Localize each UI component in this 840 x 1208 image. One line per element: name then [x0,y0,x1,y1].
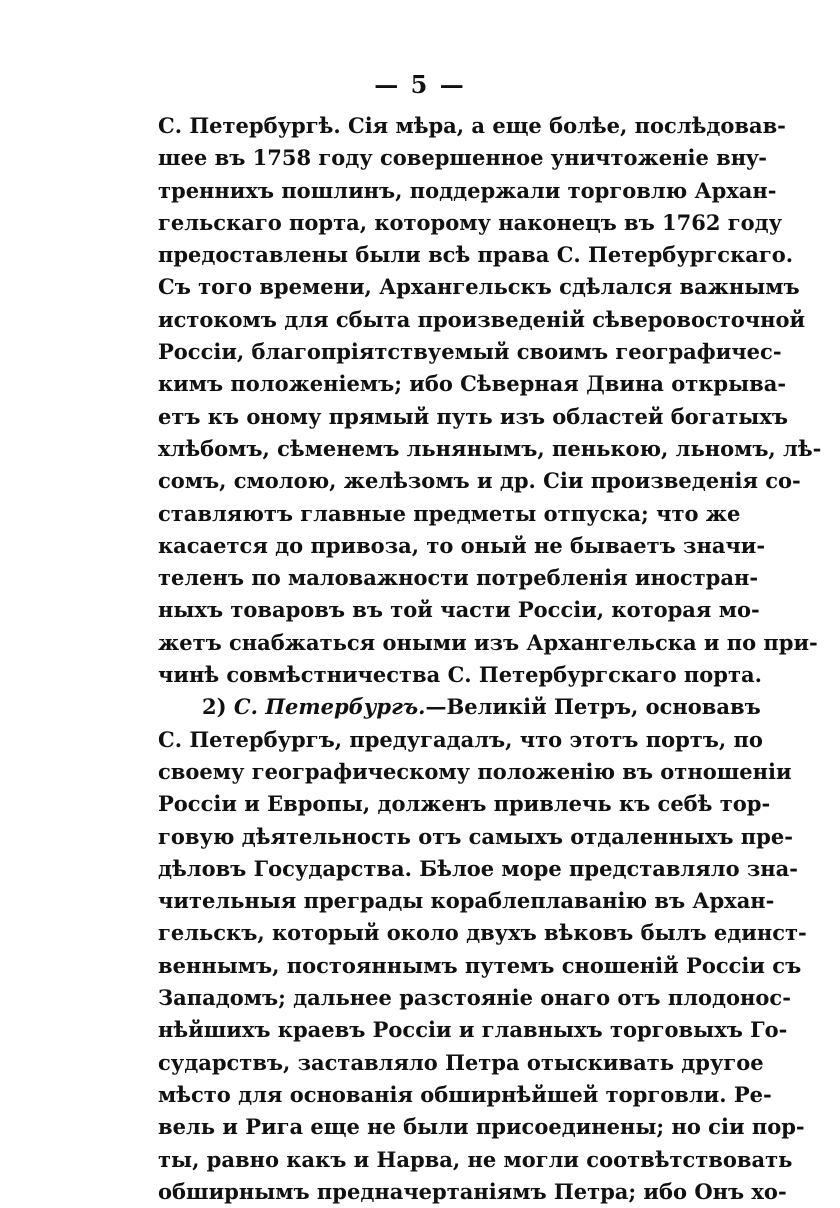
body-text [158,110,822,1208]
section-heading-italic: С. Петербургъ. [233,694,426,720]
text-line: веннымъ, постояннымъ путемъ сношеній Россіи съ [158,952,802,978]
text-line: чительныя преграды кораблеплаванію въ Архан- [158,888,775,914]
text-line: С. Петербургѣ. Сія мѣра, а еще болѣе, послѣдовав- [158,113,786,138]
text-line: дѣловъ Государства. Бѣлое море представляло зна- [158,855,798,881]
text-line: етъ къ оному прямый путь изъ областей богатыхъ [158,403,788,429]
text-line: своему географическому положенію въ отношеніи [158,758,792,784]
text-line: Западомъ; дальнее разстояніе онаго отъ плодонос- [158,985,791,1011]
text-line: теленъ по маловажности потребленія иностран- [158,565,759,591]
page-number: — 5 — [374,70,466,99]
text-line: треннихъ пошлинъ, поддержали торговлю Архан- [158,177,777,203]
section-number: 2) [202,694,234,720]
text-line: Съ того времени, Архангельскъ сдѣлался важнымъ [158,274,800,300]
text-line: чинѣ совмѣстничества С. Петербургскаго порта. [158,662,762,688]
text-line: гельскаго порта, которому наконецъ въ 1762 году [158,209,783,235]
text-line: ты, равно какъ и Нарва, не могли соотвѣтствовать [158,1146,793,1172]
text-line: сударствъ, заставляло Петра отыскивать другое [158,1049,764,1075]
text-line: истокомъ для сбыта произведеній сѣверовосточной [158,306,806,332]
text-line: обширнымъ предначертаніямъ Петра; ибо Онъ хо- [158,1178,787,1204]
paragraph-start-line [158,691,761,723]
text-line: вель и Рига еще не были присоединены; но сіи пор- [158,1114,805,1140]
text-line: гельскъ, который около двухъ вѣковъ былъ единст- [158,920,807,946]
text-line: мѣсто для основанія обширнѣйшей торговли. Ре- [158,1081,772,1107]
text-line: Россіи, благопріятствуемый своимъ географичес- [158,339,782,365]
text-line: ставляютъ главные предметы отпуска; что же [158,500,741,526]
text-line: шее въ 1758 году совершенное уничтоженіе внy- [158,145,768,171]
text-line: кимъ положеніемъ; ибо Сѣверная Двина открыва- [158,371,787,397]
text-line: сомъ, смолою, желѣзомъ и др. Сіи произведенія со- [158,468,801,494]
text-line: ныхъ товаровъ въ той части Россіи, которая мо- [158,597,760,623]
text-line: жетъ снабжаться оными изъ Архангельска и по при- [158,629,818,655]
text-line: Россіи и Европы, долженъ привлечь къ себѣ тор- [158,791,771,817]
section-heading-rest: —Великій Петръ, основавъ [425,694,761,720]
text-line: касается до привоза, то оный не бываетъ значи- [158,532,766,558]
text-line: хлѣбомъ, сѣменемъ льнянымъ, пенькою, льномъ, лѣ- [158,435,822,461]
text-line: предоставлены были всѣ права С. Петербургскаго. [158,242,794,268]
text-line: говую дѣятельность отъ самыхъ отдаленныхъ пре- [158,823,793,849]
text-line: нѣйшихъ краевъ Россіи и главныхъ торговыхъ Го- [158,1017,788,1043]
text-line: С. Петербургъ, предугадалъ, что этотъ портъ, по [158,726,763,752]
